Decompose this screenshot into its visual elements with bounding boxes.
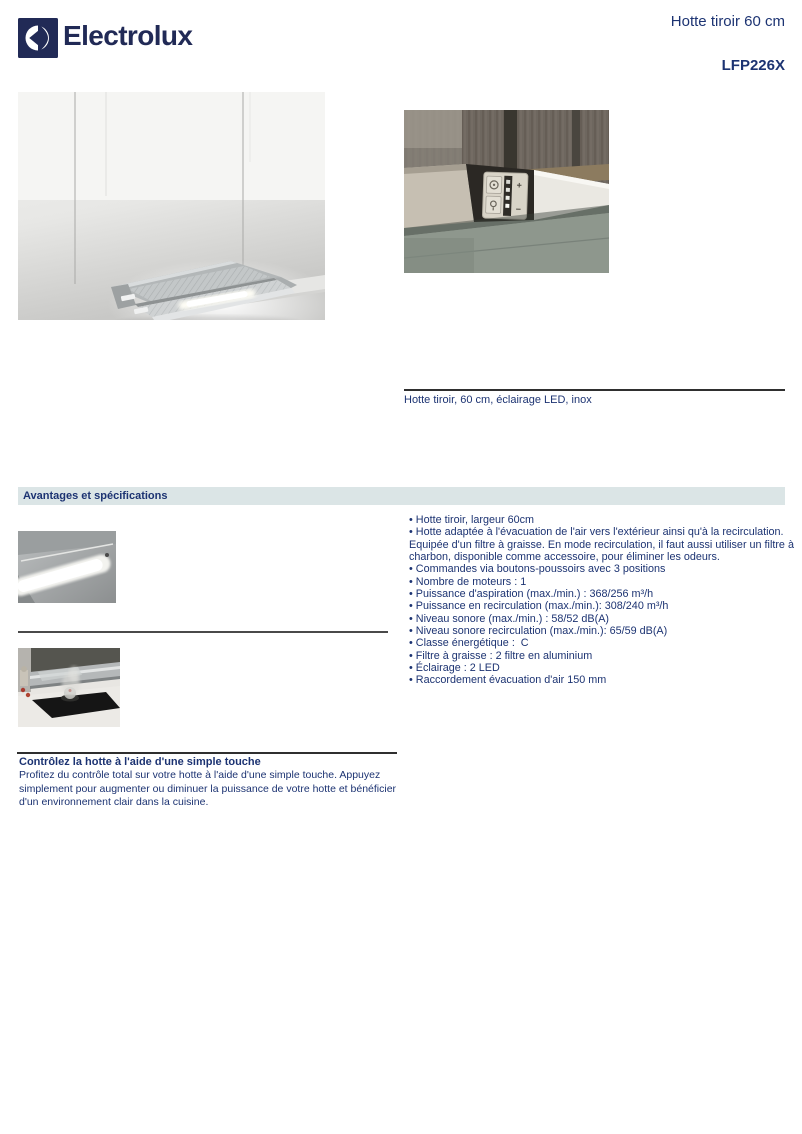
control-panel-photo (404, 110, 609, 273)
control-minus-label: − (515, 204, 522, 215)
led-light-thumbnail-photo (18, 531, 116, 603)
control-plus-label: + (516, 180, 522, 191)
product-title: Hotte tiroir 60 cm (670, 13, 785, 30)
thumbnail-divider (18, 631, 388, 633)
caption-divider (404, 389, 785, 391)
main-product-photo (18, 92, 325, 320)
feature-heading: Contrôlez la hotte à l'aide d'une simple touche (19, 756, 261, 768)
spec-item: • Éclairage : 2 LED (409, 662, 500, 675)
spec-item: • Filtre à graisse : 2 filtre en aluminium (409, 649, 593, 662)
section-title: Avantages et spécifications (23, 490, 168, 502)
spec-item: • Commandes via boutons-poussoirs avec 3 positions (409, 563, 666, 576)
feature-block (19, 756, 399, 810)
spec-item: • Hotte adaptée à l'évacuation de l'air vers l'extérieur ainsi qu'à la recirculation. Equipée d'un filtre à graisse. En mode recirculation, il faut aussi utiliser un filtre à charbon, disponible comme accessoire, pour éliminer les odeurs. (409, 526, 797, 564)
spec-item: • Classe énergétique : C (409, 637, 529, 650)
spec-item: • Puissance en recirculation (max./min.): 308/240 m³/h (409, 600, 669, 613)
cooking-scene-thumbnail-photo (18, 648, 120, 727)
spec-item: • Nombre de moteurs : 1 (409, 575, 527, 588)
electrolux-logo-icon (18, 18, 58, 58)
feature-body: Profitez du contrôle total sur votre hotte à l'aide d'une simple touche. Appuyez simplement pour augmenter ou diminuer la puissance de votre hotte et bénéficier d'un environnement clair dans la cuisine. (19, 769, 397, 809)
spec-list (409, 514, 802, 687)
spec-item: • Niveau sonore recirculation (max./min.): 65/59 dB(A) (409, 625, 668, 638)
spec-item: • Hotte tiroir, largeur 60cm (409, 514, 534, 526)
section-header-bar (18, 487, 785, 505)
image-caption: Hotte tiroir, 60 cm, éclairage LED, inox (404, 394, 592, 406)
feature-divider (17, 752, 397, 754)
spec-item: • Raccordement évacuation d'air 150 mm (409, 674, 607, 687)
model-code: LFP226X (721, 57, 785, 74)
brand-wordmark: Electrolux (63, 20, 193, 51)
spec-item: • Niveau sonore (max./min.) : 58/52 dB(A) (409, 612, 610, 625)
spec-item: • Puissance d'aspiration (max./min.) : 368/256 m³/h (409, 588, 654, 601)
keypad (482, 172, 528, 220)
